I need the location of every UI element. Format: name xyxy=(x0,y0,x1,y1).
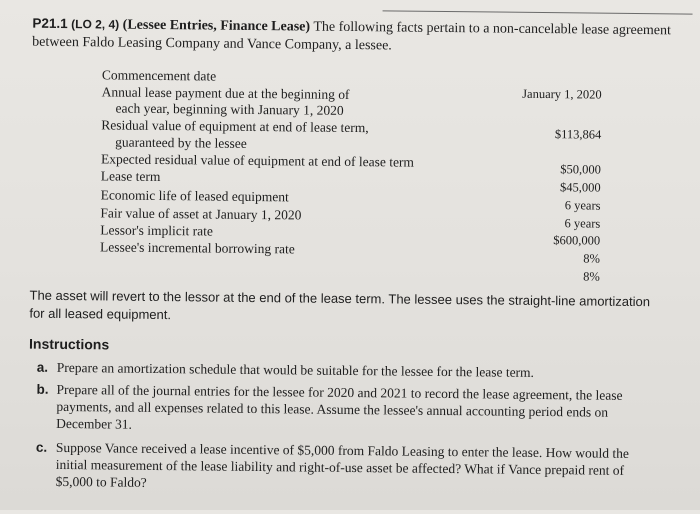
lease-note: The asset will revert to the lessor at the end of the lease term. The lessee uses the straight-line amortization for all leased equipment. xyxy=(29,287,651,323)
instruction-item xyxy=(36,381,657,432)
problem-header xyxy=(32,15,672,59)
instructions-heading: Instructions xyxy=(28,335,110,353)
fact-value: 6 years xyxy=(564,198,601,213)
fact-label: Lease term xyxy=(100,168,161,185)
fact-label: Annual lease payment due at the beginning of xyxy=(101,84,350,102)
fact-value: 6 years xyxy=(564,216,601,231)
fact-value: $113,864 xyxy=(554,127,602,142)
fact-label: Commencement date xyxy=(101,67,217,84)
fact-value: 8% xyxy=(583,251,601,266)
problem-number: P21.1 xyxy=(32,15,68,32)
fact-label: Lessee's incremental borrowing rate xyxy=(99,239,295,257)
fact-value: $50,000 xyxy=(560,162,601,177)
fact-value: 8% xyxy=(583,269,600,284)
instruction-text: Prepare all of the journal entries for the lessee for 2020 and 2021 to record the lease agreement, the lease payments, and all expenses related to this lease. Assume the lessee's annual accounting period ends on December 31. xyxy=(56,381,623,432)
fact-label: each year, beginning with January 1, 2020 xyxy=(115,100,344,118)
instruction-item xyxy=(36,359,657,380)
fact-value: January 1, 2020 xyxy=(522,86,602,102)
top-rule xyxy=(383,10,693,14)
fact-label: Residual value of equipment at end of lease term, xyxy=(101,117,369,136)
problem-topic: (Lessee Entries, Finance Lease) xyxy=(122,17,311,35)
learning-objectives: (LO 2, 4) xyxy=(71,17,120,32)
fact-value: $45,000 xyxy=(560,180,601,195)
fact-label: Economic life of leased equipment xyxy=(100,187,289,205)
fact-label: Lessor's implicit rate xyxy=(100,222,213,239)
fact-label: Expected residual value of equipment at end of lease term xyxy=(100,151,415,170)
instruction-text: Suppose Vance received a lease incentive of $5,000 from Faldo Leasing to enter the lease. How would the initial measurement of the lease liability and right-of-use asset be affected? What if Vance prepaid rent of $5,000 to Faldo? xyxy=(55,439,629,490)
instruction-item xyxy=(35,439,656,490)
fact-label: guaranteed by the lessee xyxy=(115,134,247,151)
instruction-text: Prepare an amortization schedule that would be suitable for the lessee for the lease term. xyxy=(56,359,535,380)
instruction-letter: a. xyxy=(36,359,49,375)
instruction-letter: b. xyxy=(36,381,49,397)
instruction-letter: c. xyxy=(35,439,48,455)
fact-label: Fair value of asset at January 1, 2020 xyxy=(100,205,302,223)
fact-value: $600,000 xyxy=(553,233,601,248)
problem-intro: The following facts pertain to a non-cancelable lease agreement between Faldo Leasing Company and Vance Company, a lessee. xyxy=(32,19,672,54)
lease-facts xyxy=(99,67,602,284)
